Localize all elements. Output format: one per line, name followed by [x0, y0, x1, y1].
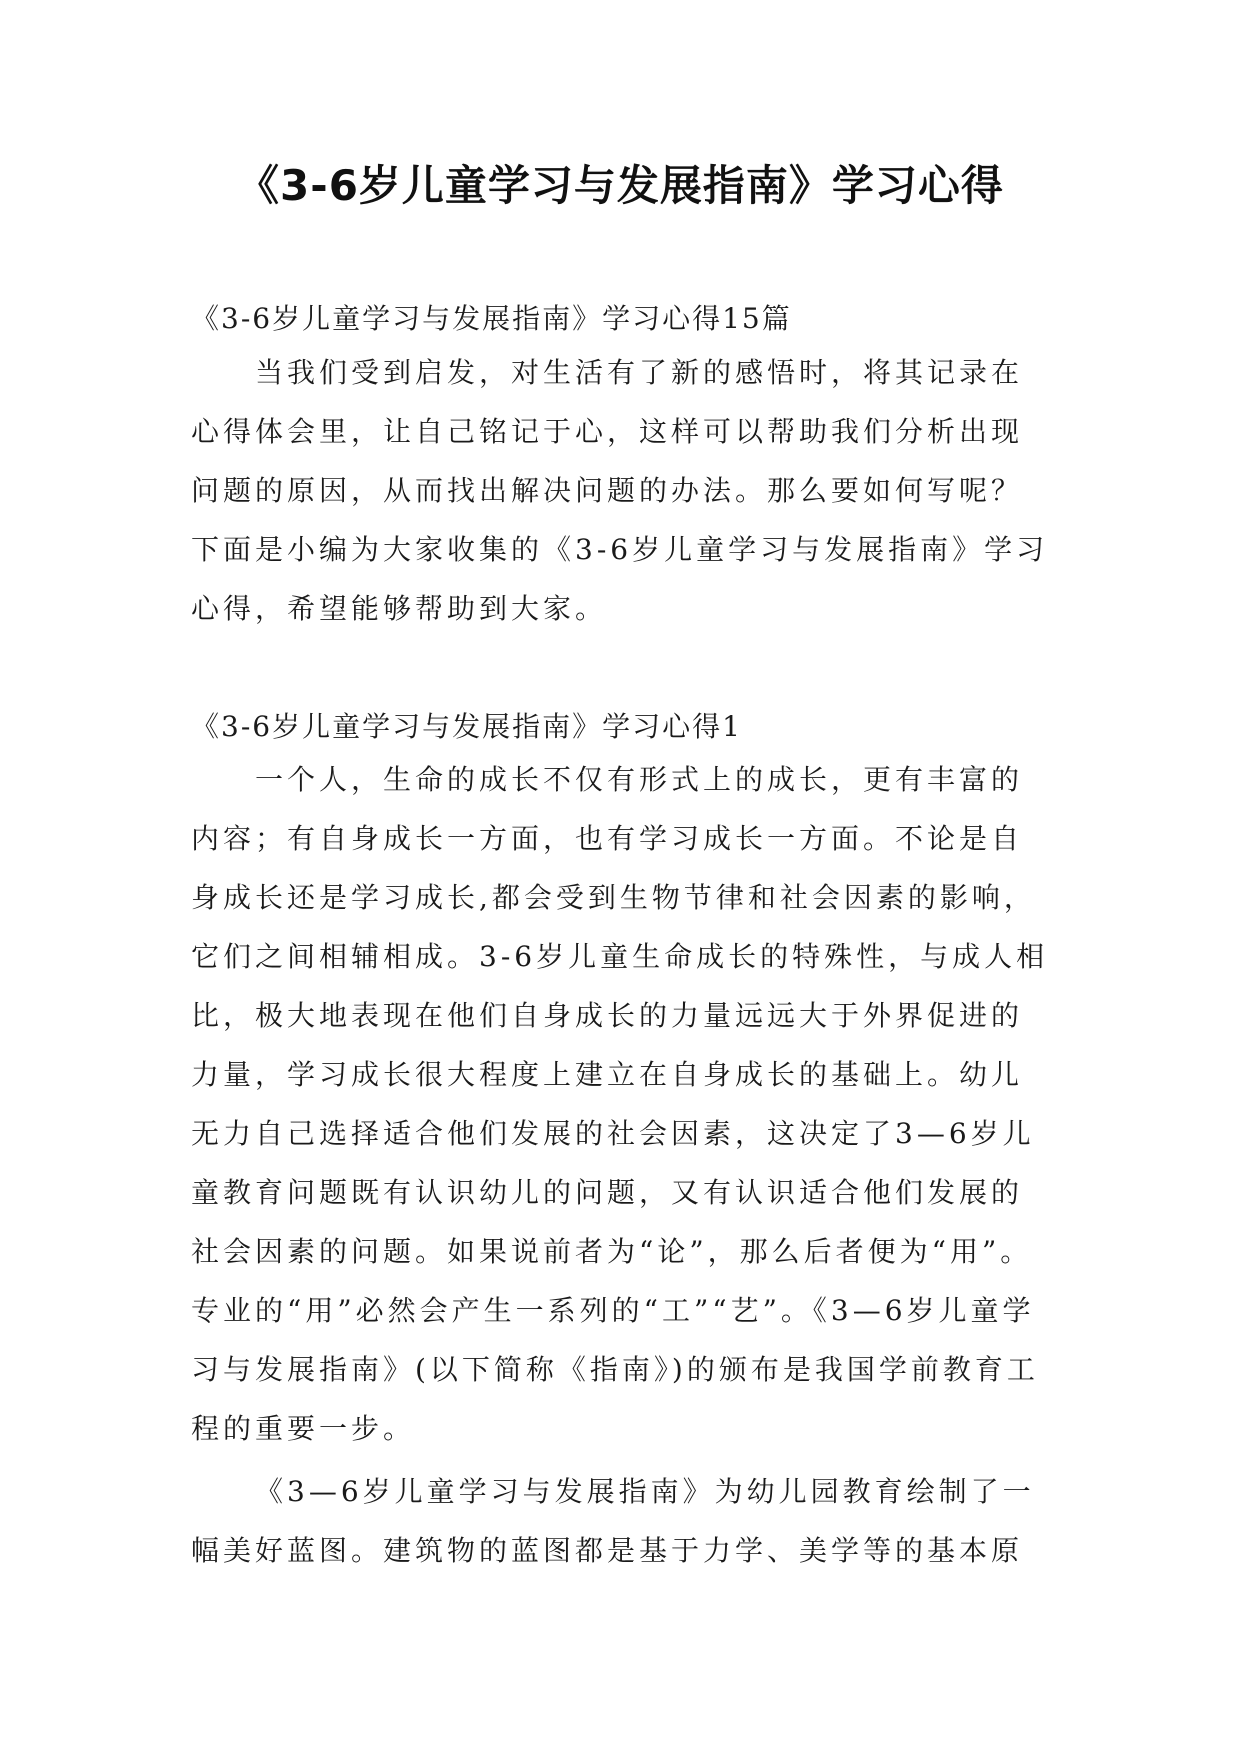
document-title: 《3-6岁儿童学习与发展指南》学习心得 — [237, 161, 1004, 210]
intro-paragraph: 当我们受到启发，对生活有了新的感悟时，将其记录在心得体会里，让自己铭记于心，这样可以帮助我们分析出现问题的原因，从而找出解决问题的办法。那么要如何写呢？下面是小编为大家收集的《3-6岁儿童学习与发展指南》学习心得，希望能够帮助到大家。 — [191, 356, 1049, 625]
document-subtitle: 《3-6岁儿童学习与发展指南》学习心得15篇 — [191, 302, 792, 335]
section-paragraph: 《3—6岁儿童学习与发展指南》为幼儿园教育绘制了一幅美好蓝图。建筑物的蓝图都是基于力学、美学等的基本原 — [191, 1475, 1035, 1567]
section-heading: 《3-6岁儿童学习与发展指南》学习心得1 — [191, 710, 742, 743]
section-paragraph: 一个人，生命的成长不仅有形式上的成长，更有丰富的内容；有自身成长一方面，也有学习成长一方面。不论是自身成长还是学习成长,都会受到生物节律和社会因素的影响，它们之间相辅相成。3-6岁儿童生命成长的特殊性，与成人相比，极大地表现在他们自身成长的力量远远大于外界促进的力量，学习成长很大程度上建立在自身成长的基础上。幼儿无力自己选择适合他们发展的社会因素，这决定了3—6岁儿童教育问题既有认识幼儿的问题，又有认识适合他们发展的社会因素的问题。如果说前者为“论”，那么后者便为“用”。专业的“用”必然会产生一系列的“工”“艺”。《3—6岁儿童学习与发展指南》(以下简称《指南》)的颁布是我国学前教育工程的重要一步。 — [191, 763, 1049, 1445]
